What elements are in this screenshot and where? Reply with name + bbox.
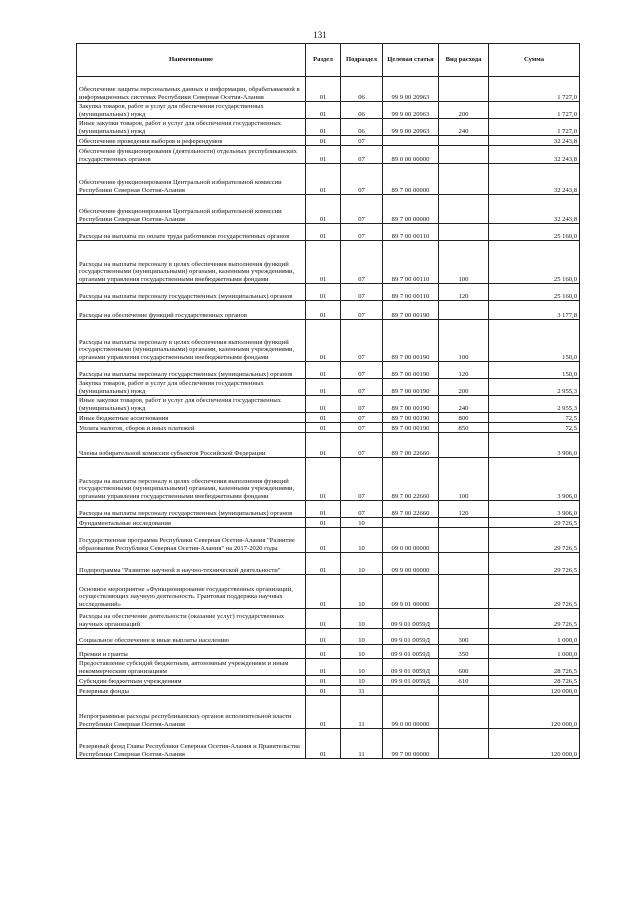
row-podrazdel: 07 bbox=[341, 433, 383, 458]
row-statya: 89 7 00 00110 bbox=[383, 284, 439, 301]
row-vid bbox=[439, 696, 489, 729]
row-name: Расходы на выплаты персоналу в целях обеспечения выполнения функций государственными (муниципальными) органами, казенными учреждениями, органами управления государственными внебюджетными фондами bbox=[77, 458, 306, 501]
row-podrazdel: 06 bbox=[341, 77, 383, 102]
row-name: Закупка товаров, работ и услуг для обеспечения государственных (муниципальных) нужд bbox=[77, 102, 306, 119]
row-name: Премии и гранты bbox=[77, 645, 306, 659]
row-razdel: 01 bbox=[306, 146, 341, 164]
row-statya: 89 7 00 00190 bbox=[383, 379, 439, 396]
row-summa: 29 726,5 bbox=[489, 518, 580, 528]
row-summa: 1 727,0 bbox=[489, 77, 580, 102]
row-name: Подпрограмма "Развитие научной и научно-технической деятельности" bbox=[77, 553, 306, 575]
table-row bbox=[77, 146, 580, 164]
row-podrazdel: 07 bbox=[341, 136, 383, 146]
row-razdel: 01 bbox=[306, 518, 341, 528]
row-name: Закупка товаров, работ и услуг для обеспечения государственных (муниципальных) нужд bbox=[77, 379, 306, 396]
row-razdel: 01 bbox=[306, 659, 341, 676]
row-podrazdel: 10 bbox=[341, 659, 383, 676]
table-row bbox=[77, 553, 580, 575]
table-row bbox=[77, 195, 580, 224]
row-statya: 89 7 00 00000 bbox=[383, 195, 439, 224]
row-podrazdel: 10 bbox=[341, 518, 383, 528]
row-summa: 1 727,0 bbox=[489, 119, 580, 136]
row-summa: 3 177,8 bbox=[489, 301, 580, 320]
row-name: Фундаментальные исследования bbox=[77, 518, 306, 528]
table-row bbox=[77, 645, 580, 659]
row-statya: 89 7 00 22660 bbox=[383, 501, 439, 518]
row-vid: 120 bbox=[439, 362, 489, 379]
row-razdel: 01 bbox=[306, 645, 341, 659]
row-name: Члены избирательной комиссии субъектов Российской Федерации bbox=[77, 433, 306, 458]
row-name: Субсидии бюджетным учреждениям bbox=[77, 676, 306, 686]
row-razdel: 01 bbox=[306, 119, 341, 136]
row-summa: 150,0 bbox=[489, 362, 580, 379]
row-podrazdel: 07 bbox=[341, 241, 383, 284]
row-razdel: 01 bbox=[306, 224, 341, 241]
row-vid bbox=[439, 729, 489, 759]
table-row bbox=[77, 518, 580, 528]
row-vid: 120 bbox=[439, 501, 489, 518]
row-razdel: 01 bbox=[306, 423, 341, 433]
row-razdel: 01 bbox=[306, 629, 341, 645]
row-razdel: 01 bbox=[306, 413, 341, 423]
row-vid: 240 bbox=[439, 396, 489, 413]
table-row bbox=[77, 609, 580, 629]
row-statya: 89 7 00 00190 bbox=[383, 423, 439, 433]
row-summa: 29 726,5 bbox=[489, 575, 580, 609]
row-vid: 100 bbox=[439, 241, 489, 284]
row-vid: 100 bbox=[439, 458, 489, 501]
table-row bbox=[77, 301, 580, 320]
row-vid bbox=[439, 575, 489, 609]
row-name: Иные бюджетные ассигнования bbox=[77, 413, 306, 423]
header-podrazdel: Подраздел bbox=[341, 44, 383, 77]
row-podrazdel: 07 bbox=[341, 396, 383, 413]
row-podrazdel: 07 bbox=[341, 195, 383, 224]
row-statya: 99 9 00 20963 bbox=[383, 77, 439, 102]
row-name: Обеспечение функционирования (деятельности) отдельных республиканских государственных органов bbox=[77, 146, 306, 164]
row-summa: 25 160,0 bbox=[489, 284, 580, 301]
row-summa: 150,0 bbox=[489, 320, 580, 362]
table-header-row bbox=[77, 44, 580, 77]
row-name: Обеспечение защиты персональных данных и информации, обрабатываемой в информационных системах Республики Северная Осетия-Алания bbox=[77, 77, 306, 102]
row-statya: 89 7 00 00110 bbox=[383, 241, 439, 284]
row-podrazdel: 07 bbox=[341, 413, 383, 423]
table-row bbox=[77, 575, 580, 609]
row-statya: 09 9 01 00000 bbox=[383, 575, 439, 609]
row-statya: 89 7 00 00190 bbox=[383, 413, 439, 423]
row-name: Социальное обеспечение и иные выплаты населению bbox=[77, 629, 306, 645]
row-vid: 200 bbox=[439, 102, 489, 119]
row-vid bbox=[439, 528, 489, 553]
row-name: Расходы на выплаты персоналу государственных (муниципальных) органов bbox=[77, 362, 306, 379]
row-razdel: 01 bbox=[306, 301, 341, 320]
row-summa: 32 243,8 bbox=[489, 164, 580, 195]
row-statya: 89 7 00 00190 bbox=[383, 362, 439, 379]
table-row bbox=[77, 320, 580, 362]
row-statya: 09 9 01 0059Д bbox=[383, 676, 439, 686]
row-name: Резервные фонды bbox=[77, 686, 306, 696]
row-statya: 09 9 01 0059Д bbox=[383, 609, 439, 629]
row-summa: 72,5 bbox=[489, 423, 580, 433]
row-name: Обеспечение функционирования Центральной избирательной комиссии Республики Северная Осетия-Алания bbox=[77, 164, 306, 195]
row-vid: 800 bbox=[439, 413, 489, 423]
row-podrazdel: 06 bbox=[341, 102, 383, 119]
row-statya bbox=[383, 136, 439, 146]
row-razdel: 01 bbox=[306, 284, 341, 301]
row-vid bbox=[439, 609, 489, 629]
row-name: Непрограммные расходы республиканских органов исполнительной власти Республики Северная Осетия-Алания bbox=[77, 696, 306, 729]
table-row bbox=[77, 729, 580, 759]
row-name: Основное мероприятие «Функционирование государственных организаций, осуществляющих научную деятельность. Грантовая поддержка научных исследований» bbox=[77, 575, 306, 609]
row-razdel: 01 bbox=[306, 501, 341, 518]
row-vid bbox=[439, 518, 489, 528]
row-razdel: 01 bbox=[306, 729, 341, 759]
row-vid bbox=[439, 553, 489, 575]
table-row bbox=[77, 224, 580, 241]
row-razdel: 01 bbox=[306, 136, 341, 146]
row-podrazdel: 07 bbox=[341, 164, 383, 195]
table-row bbox=[77, 423, 580, 433]
table-row bbox=[77, 241, 580, 284]
row-summa: 3 906,0 bbox=[489, 433, 580, 458]
row-podrazdel: 11 bbox=[341, 696, 383, 729]
row-razdel: 01 bbox=[306, 458, 341, 501]
row-vid bbox=[439, 77, 489, 102]
row-statya: 99 7 00 00000 bbox=[383, 729, 439, 759]
row-statya: 09 9 01 0059Д bbox=[383, 645, 439, 659]
row-vid bbox=[439, 433, 489, 458]
row-podrazdel: 11 bbox=[341, 686, 383, 696]
row-statya: 09 9 01 0059Д bbox=[383, 659, 439, 676]
row-name: Расходы на выплаты персоналу государственных (муниципальных) органов bbox=[77, 284, 306, 301]
row-podrazdel: 07 bbox=[341, 501, 383, 518]
table-row bbox=[77, 164, 580, 195]
row-vid: 300 bbox=[439, 629, 489, 645]
row-summa: 25 160,0 bbox=[489, 241, 580, 284]
budget-table bbox=[76, 43, 580, 759]
row-razdel: 01 bbox=[306, 575, 341, 609]
row-podrazdel: 11 bbox=[341, 729, 383, 759]
table-row bbox=[77, 284, 580, 301]
row-podrazdel: 07 bbox=[341, 320, 383, 362]
row-razdel: 01 bbox=[306, 241, 341, 284]
table-row bbox=[77, 528, 580, 553]
row-summa: 3 906,0 bbox=[489, 458, 580, 501]
row-podrazdel: 10 bbox=[341, 676, 383, 686]
row-summa: 72,5 bbox=[489, 413, 580, 423]
row-statya: 99 0 00 00000 bbox=[383, 696, 439, 729]
table-row bbox=[77, 102, 580, 119]
row-name: Иные закупки товаров, работ и услуг для обеспечения государственных (муниципальных) нужд bbox=[77, 119, 306, 136]
row-name: Расходы на выплаты персоналу в целях обеспечения выполнения функций государственными (муниципальными) органами, казенными учреждениями, органами управления государственными внебюджетными фондами bbox=[77, 241, 306, 284]
row-podrazdel: 06 bbox=[341, 119, 383, 136]
row-statya: 99 9 00 20963 bbox=[383, 102, 439, 119]
row-razdel: 01 bbox=[306, 433, 341, 458]
row-name: Расходы на выплаты по оплате труда работников государственных органов bbox=[77, 224, 306, 241]
table-row bbox=[77, 696, 580, 729]
row-summa: 29 726,5 bbox=[489, 553, 580, 575]
row-podrazdel: 10 bbox=[341, 528, 383, 553]
row-podrazdel: 10 bbox=[341, 645, 383, 659]
row-statya: 09 9 01 0059Д bbox=[383, 629, 439, 645]
table-row bbox=[77, 362, 580, 379]
row-razdel: 01 bbox=[306, 379, 341, 396]
row-name: Расходы на обеспечение функций государственных органов bbox=[77, 301, 306, 320]
row-razdel: 01 bbox=[306, 528, 341, 553]
table-row bbox=[77, 119, 580, 136]
row-summa: 1 727,0 bbox=[489, 102, 580, 119]
row-name: Уплата налогов, сборов и иных платежей bbox=[77, 423, 306, 433]
row-summa: 1 000,0 bbox=[489, 645, 580, 659]
row-razdel: 01 bbox=[306, 686, 341, 696]
row-summa: 120 000,0 bbox=[489, 696, 580, 729]
row-vid bbox=[439, 195, 489, 224]
row-statya: 99 9 00 20963 bbox=[383, 119, 439, 136]
row-name: Предоставление субсидий бюджетным, автономным учреждениям и иным некоммерческим организациям bbox=[77, 659, 306, 676]
row-razdel: 01 bbox=[306, 102, 341, 119]
row-name: Обеспечение функционирования Центральной избирательной комиссии Республики Северная Осетия-Алания bbox=[77, 195, 306, 224]
table-row bbox=[77, 629, 580, 645]
row-summa: 120 000,0 bbox=[489, 686, 580, 696]
row-statya: 89 0 00 00000 bbox=[383, 146, 439, 164]
row-statya bbox=[383, 518, 439, 528]
row-name: Расходы на выплаты персоналу в целях обеспечения выполнения функций государственными (муниципальными) органами, казенными учреждениями, органами управления государственными внебюджетными фондами bbox=[77, 320, 306, 362]
row-vid bbox=[439, 146, 489, 164]
row-statya: 89 7 00 00190 bbox=[383, 301, 439, 320]
header-name: Наименование bbox=[77, 44, 306, 77]
row-summa: 28 726,5 bbox=[489, 676, 580, 686]
row-vid: 610 bbox=[439, 676, 489, 686]
row-name: Расходы на выплаты персоналу государственных (муниципальных) органов bbox=[77, 501, 306, 518]
header-vid: Вид расхода bbox=[439, 44, 489, 77]
row-name: Резервный фонд Главы Республики Северная Осетия-Алания и Правительства Республики Северная Осетия-Алания bbox=[77, 729, 306, 759]
table-row bbox=[77, 501, 580, 518]
row-statya: 89 7 00 00190 bbox=[383, 396, 439, 413]
row-vid bbox=[439, 224, 489, 241]
row-vid: 240 bbox=[439, 119, 489, 136]
row-summa: 1 000,0 bbox=[489, 629, 580, 645]
table-row bbox=[77, 413, 580, 423]
table-row bbox=[77, 77, 580, 102]
row-vid: 850 bbox=[439, 423, 489, 433]
table-row bbox=[77, 379, 580, 396]
row-razdel: 01 bbox=[306, 396, 341, 413]
row-razdel: 01 bbox=[306, 362, 341, 379]
row-podrazdel: 07 bbox=[341, 362, 383, 379]
row-name: Обеспечение проведения выборов и референдумов bbox=[77, 136, 306, 146]
row-summa: 32 243,8 bbox=[489, 136, 580, 146]
row-vid bbox=[439, 164, 489, 195]
row-statya: 89 7 00 22660 bbox=[383, 433, 439, 458]
row-statya: 09 0 00 00000 bbox=[383, 528, 439, 553]
header-razdel: Раздел bbox=[306, 44, 341, 77]
row-podrazdel: 10 bbox=[341, 553, 383, 575]
row-statya bbox=[383, 686, 439, 696]
row-vid: 100 bbox=[439, 320, 489, 362]
table-row bbox=[77, 659, 580, 676]
row-razdel: 01 bbox=[306, 320, 341, 362]
row-razdel: 01 bbox=[306, 676, 341, 686]
table-row bbox=[77, 676, 580, 686]
row-vid bbox=[439, 686, 489, 696]
row-vid: 350 bbox=[439, 645, 489, 659]
row-summa: 25 160,0 bbox=[489, 224, 580, 241]
row-statya: 89 7 00 22660 bbox=[383, 458, 439, 501]
row-name: Расходы на обеспечение деятельности (оказание услуг) государственных научных организаций bbox=[77, 609, 306, 629]
row-podrazdel: 07 bbox=[341, 224, 383, 241]
row-vid: 600 bbox=[439, 659, 489, 676]
row-podrazdel: 07 bbox=[341, 458, 383, 501]
row-razdel: 01 bbox=[306, 609, 341, 629]
row-podrazdel: 07 bbox=[341, 379, 383, 396]
header-statya: Целевая статья bbox=[383, 44, 439, 77]
row-summa: 28 726,5 bbox=[489, 659, 580, 676]
row-podrazdel: 10 bbox=[341, 629, 383, 645]
table-row bbox=[77, 136, 580, 146]
row-statya: 89 7 00 00190 bbox=[383, 320, 439, 362]
row-podrazdel: 10 bbox=[341, 575, 383, 609]
row-podrazdel: 07 bbox=[341, 423, 383, 433]
row-podrazdel: 07 bbox=[341, 301, 383, 320]
row-razdel: 01 bbox=[306, 77, 341, 102]
row-vid bbox=[439, 136, 489, 146]
row-summa: 32 243,8 bbox=[489, 146, 580, 164]
row-summa: 3 906,0 bbox=[489, 501, 580, 518]
row-summa: 32 243,8 bbox=[489, 195, 580, 224]
row-summa: 29 726,5 bbox=[489, 609, 580, 629]
row-razdel: 01 bbox=[306, 164, 341, 195]
row-vid: 120 bbox=[439, 284, 489, 301]
row-vid: 200 bbox=[439, 379, 489, 396]
row-podrazdel: 07 bbox=[341, 284, 383, 301]
row-razdel: 01 bbox=[306, 553, 341, 575]
row-vid bbox=[439, 301, 489, 320]
table-row bbox=[77, 396, 580, 413]
table-row bbox=[77, 686, 580, 696]
row-summa: 2 955,3 bbox=[489, 396, 580, 413]
row-statya: 89 7 00 00000 bbox=[383, 164, 439, 195]
row-statya: 09 9 00 00000 bbox=[383, 553, 439, 575]
row-name: Иные закупки товаров, работ и услуг для обеспечения государственных (муниципальных) нужд bbox=[77, 396, 306, 413]
table-row bbox=[77, 433, 580, 458]
row-statya: 89 7 00 00110 bbox=[383, 224, 439, 241]
row-summa: 120 000,0 bbox=[489, 729, 580, 759]
row-summa: 2 955,3 bbox=[489, 379, 580, 396]
row-podrazdel: 10 bbox=[341, 609, 383, 629]
header-summa: Сумма bbox=[489, 44, 580, 77]
row-name: Государственная программа Республики Северная Осетия-Алания "Развитие образования Республики Северная Осетия-Алания" на 2017-2020 годы bbox=[77, 528, 306, 553]
row-razdel: 01 bbox=[306, 696, 341, 729]
page-number: 131 bbox=[313, 30, 327, 40]
row-podrazdel: 07 bbox=[341, 146, 383, 164]
row-summa: 29 726,5 bbox=[489, 528, 580, 553]
table-row bbox=[77, 458, 580, 501]
row-razdel: 01 bbox=[306, 195, 341, 224]
